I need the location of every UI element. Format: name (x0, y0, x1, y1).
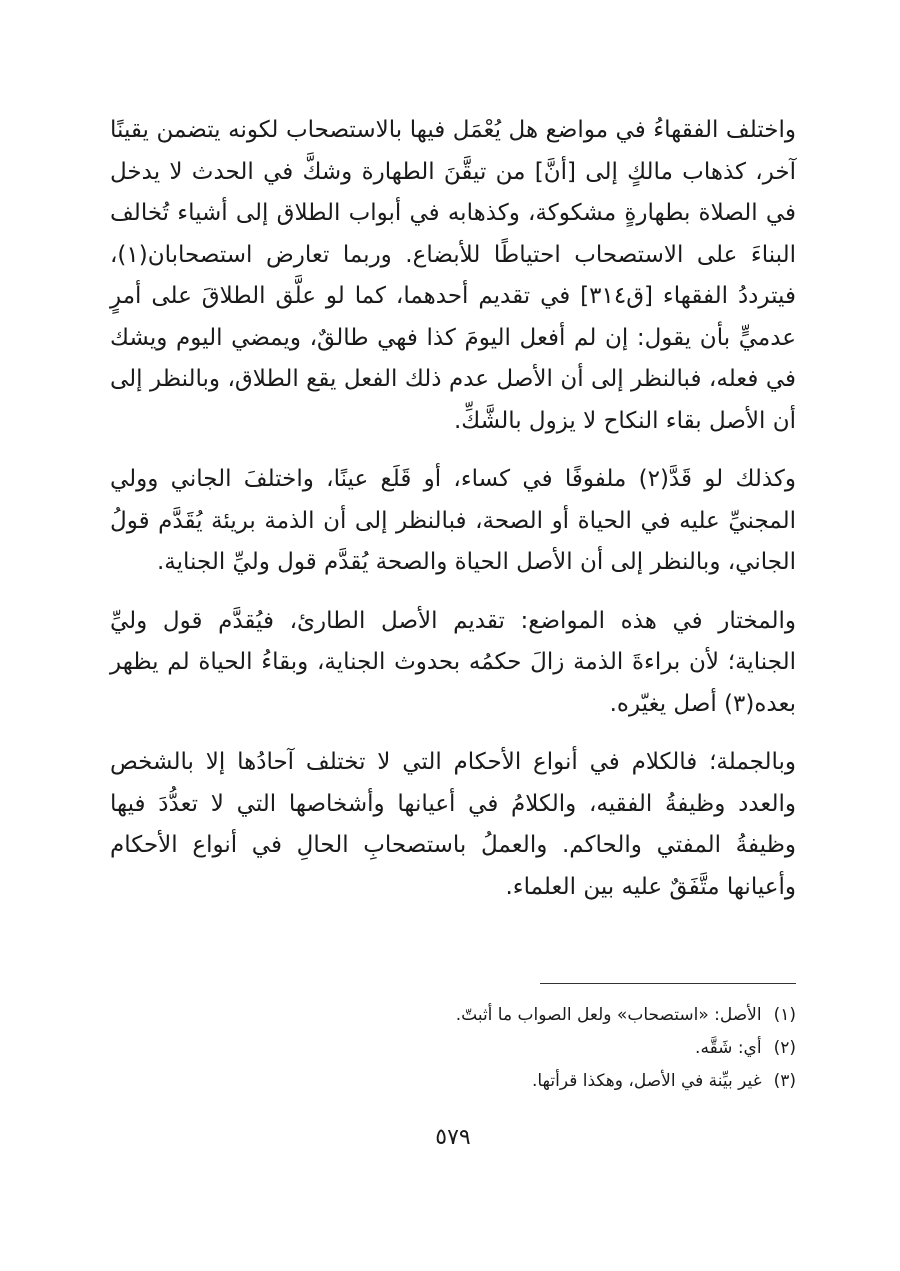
footnote-number: (٢) (773, 1038, 796, 1058)
footnotes (110, 999, 796, 1098)
footnote-text: الأصل: «استصحاب» ولعل الصواب ما أثبتّ. (455, 1005, 762, 1025)
paragraph-4: وبالجملة؛ فالكلام في أنواع الأحكام التي لا تختلف آحادُها إلا بالشخص والعدد وظيفةُ الفقيه، والكلامُ في أعيانها وأشخاصها التي لا تعدُّدَ فيها وظيفةُ المفتي والحاكم. والعملُ باستصحابِ الحالِ في أنواع الأحكام وأعيانها متَّفَقٌ عليه بين العلماء. (110, 749, 796, 900)
footnote-1 (110, 999, 796, 1032)
paragraph-2: وكذلك لو قَدَّ(٢) ملفوفًا في كساء، أو قَلَع عينًا، واختلفَ الجاني وولي المجنيِّ عليه في الحياة أو الصحة، فبالنظر إلى أن الذمة بريئة يُقَدَّم قولُ الجاني، وبالنظر إلى أن الأصل الحياة والصحة يُقدَّم قول وليِّ الجناية. (110, 466, 796, 575)
footnote-number: (٣) (773, 1071, 796, 1091)
book-page (110, 110, 796, 1190)
main-text (110, 110, 796, 908)
paragraph-3: والمختار في هذه المواضع: تقديم الأصل الطارئ، فيُقدَّم قول وليِّ الجناية؛ لأن براءةَ الذمة زالَ حكمُه بحدوث الجناية، وبقاءُ الحياة لم يظهر بعده(٣) أصل يغيّره. (110, 607, 796, 717)
footnote-number: (١) (773, 1005, 796, 1025)
footnote-text: غير بيِّنة في الأصل، وهكذا قرأتها. (531, 1071, 762, 1091)
footnote-2 (110, 1032, 796, 1065)
footnote-3 (110, 1065, 796, 1098)
footnote-separator (540, 983, 796, 984)
page-number: ٥٧٩ (435, 1125, 471, 1150)
paragraph-1: واختلف الفقهاءُ في مواضع هل يُعْمَل فيها بالاستصحاب لكونه يتضمن يقينًا آخر، كذهاب مالكٍ إلى [أنَّ] من تيقَّنَ الطهارة وشكَّ في الحدث لا يدخل في الصلاة بطهارةٍ مشكوكة، وكذهابه في أبواب الطلاق إلى أشياء تُخالف البناءَ على الاستصحاب احتياطًا للأبضاع. وربما تعارض استصحابان(١)، فيترددُ الفقهاء [ق٣١٤] في تقديم أحدهما، كما لو علَّق الطلاقَ على أمرٍ عدميٍّ بأن يقول: إن لم أفعل اليومَ كذا فهي طالقٌ، ويمضي اليوم ويشك في فعله، فبالنظر إلى أن الأصل عدم ذلك الفعل يقع الطلاق، وبالنظر إلى أن الأصل بقاء النكاح لا يزول بالشَّكِّ. (110, 117, 796, 434)
footnote-text: أي: شَقَّه. (695, 1038, 762, 1058)
